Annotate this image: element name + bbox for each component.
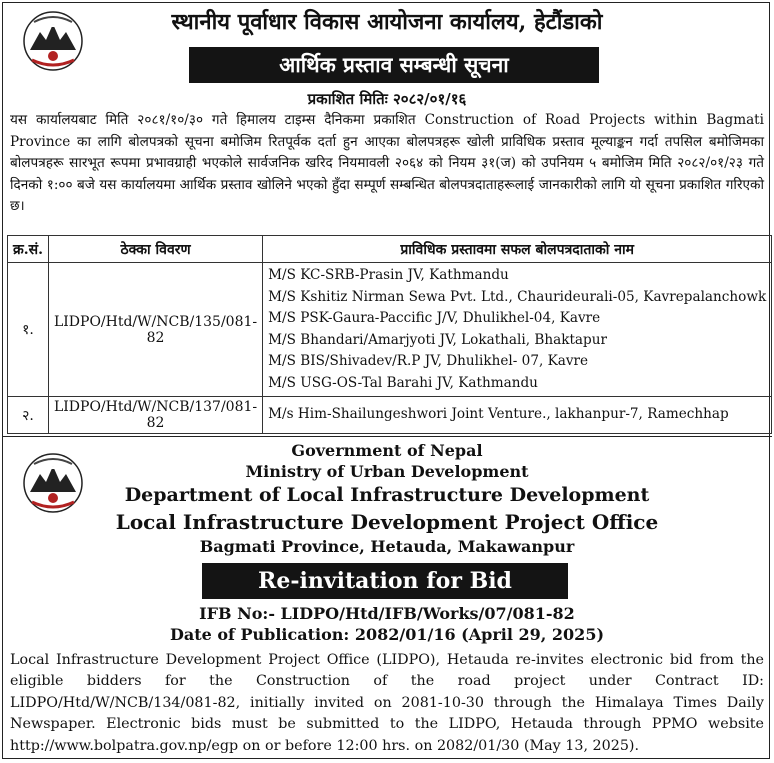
bidder-name: M/S Bhandari/Amarjyoti JV, Lokathali, Bhaktapur: [268, 331, 607, 348]
publication-date: Date of Publication: 2082/01/16 (April 29, 2025): [169, 625, 605, 644]
successful-bidders-table: [7, 235, 772, 434]
department-line: Department of Local Infrastructure Development: [124, 484, 650, 506]
office-title-nepali: स्थानीय पूर्वाधार विकास आयोजना कार्यालय, हेटौंडाको: [171, 9, 603, 35]
bidder-name: M/S USG-OS-Tal Barahi JV, Kathmandu: [268, 374, 538, 391]
bidder-name: M/S KC-SRB-Prasin JV, Kathmandu: [268, 267, 509, 283]
office-line: Local Infrastructure Development Project Office: [115, 510, 659, 534]
nepali-notice-body: यस कार्यालयबाट मिति २०८१/१०/३० गते हिमालय टाइम्स दैनिकमा प्रकाशित Construction of Road Projects within Bagmati Province का लागि बोलपत्रको सूचना बमोजिम रितपूर्वक दर्ता हुन आएका बोलपत्रहरू खोली प्राविधिक प्रस्ताव मूल्याङ्कन गर्दा तपसिल बमोजिमका बोलपत्रहरू सारभूत रूपमा प्रभावग्राही भएकोले सार्वजनिक खरिद नियमावली २०६४ को नियम ३१(ज) को उपनियम ५ बमोजिम मिति २०८२/०१/२३ गते दिनको १:०० बजे यस कार्यालयमा आर्थिक प्रस्ताव खोलिने भएको हुँदा सम्पूर्ण सम्बन्धित बोलपत्रदाताहरूलाई जानकारीको लागि यो सूचना प्रकाशित गरिएको छ।: [10, 112, 764, 214]
ifb-number: IFB No:- LIDPO/Htd/IFB/Works/07/081-82: [199, 604, 575, 623]
table-row: [8, 263, 772, 397]
section-divider: [2, 436, 772, 437]
bidder-name: M/s Him-Shailungeshwori Joint Venture., lakhanpur-7, Ramechhap: [268, 406, 729, 423]
address-line: Bagmati Province, Hetauda, Makawanpur: [199, 537, 575, 556]
reinvitation-banner: Re-invitation for Bid: [202, 563, 568, 599]
header-bidders: प्राविधिक प्रस्तावमा सफल बोलपत्रदाताको नाम: [263, 236, 772, 263]
row-serial: १.: [8, 263, 49, 397]
ministry-line: Ministry of Urban Development: [245, 462, 529, 481]
government-line: Government of Nepal: [291, 441, 483, 460]
header-serial: क्र.सं.: [8, 236, 49, 263]
table-header-row: [8, 236, 772, 263]
table-row: [8, 397, 772, 434]
financial-proposal-banner: आर्थिक प्रस्ताव सम्बन्धी सूचना: [189, 47, 599, 83]
row-contract-id: LIDPO/Htd/W/NCB/137/081-82: [48, 397, 262, 434]
english-notice-body: Local Infrastructure Development Project Office (LIDPO), Hetauda re-invites electronic bid from the eligible bidders for the Construction of the road project under Contract ID: LIDPO/Htd/W/NCB/134/081-82, initially invited on 2081-10-30 through the Himalaya Times Daily Newspaper. Electronic bids must be submitted to the LIDPO, Hetauda through PPMO website http://www.bolpatra.gov.np/egp on or before 12:00 hrs. on 2082/01/30 (May 13, 2025).: [10, 652, 764, 754]
row-bidders: [263, 397, 772, 434]
published-date-nepali: प्रकाशित मितिः २०८२/०१/१६: [307, 90, 467, 108]
bidder-name: M/S BIS/Shivadev/R.P JV, Dhulikhel- 07, Kavre: [268, 353, 589, 369]
row-bidders: [263, 263, 772, 397]
row-contract-id: LIDPO/Htd/W/NCB/135/081-82: [48, 263, 262, 397]
row-serial: २.: [8, 397, 49, 434]
bidder-name: M/S PSK-Gaura-Paccific J/V, Dhulikhel-04, Kavre: [268, 310, 601, 326]
header-contract: ठेक्का विवरण: [48, 236, 262, 263]
bidder-name: M/S Kshitiz Nirman Sewa Pvt. Ltd., Chaurideurali-05, Kavrepalanchowk: [268, 288, 767, 305]
